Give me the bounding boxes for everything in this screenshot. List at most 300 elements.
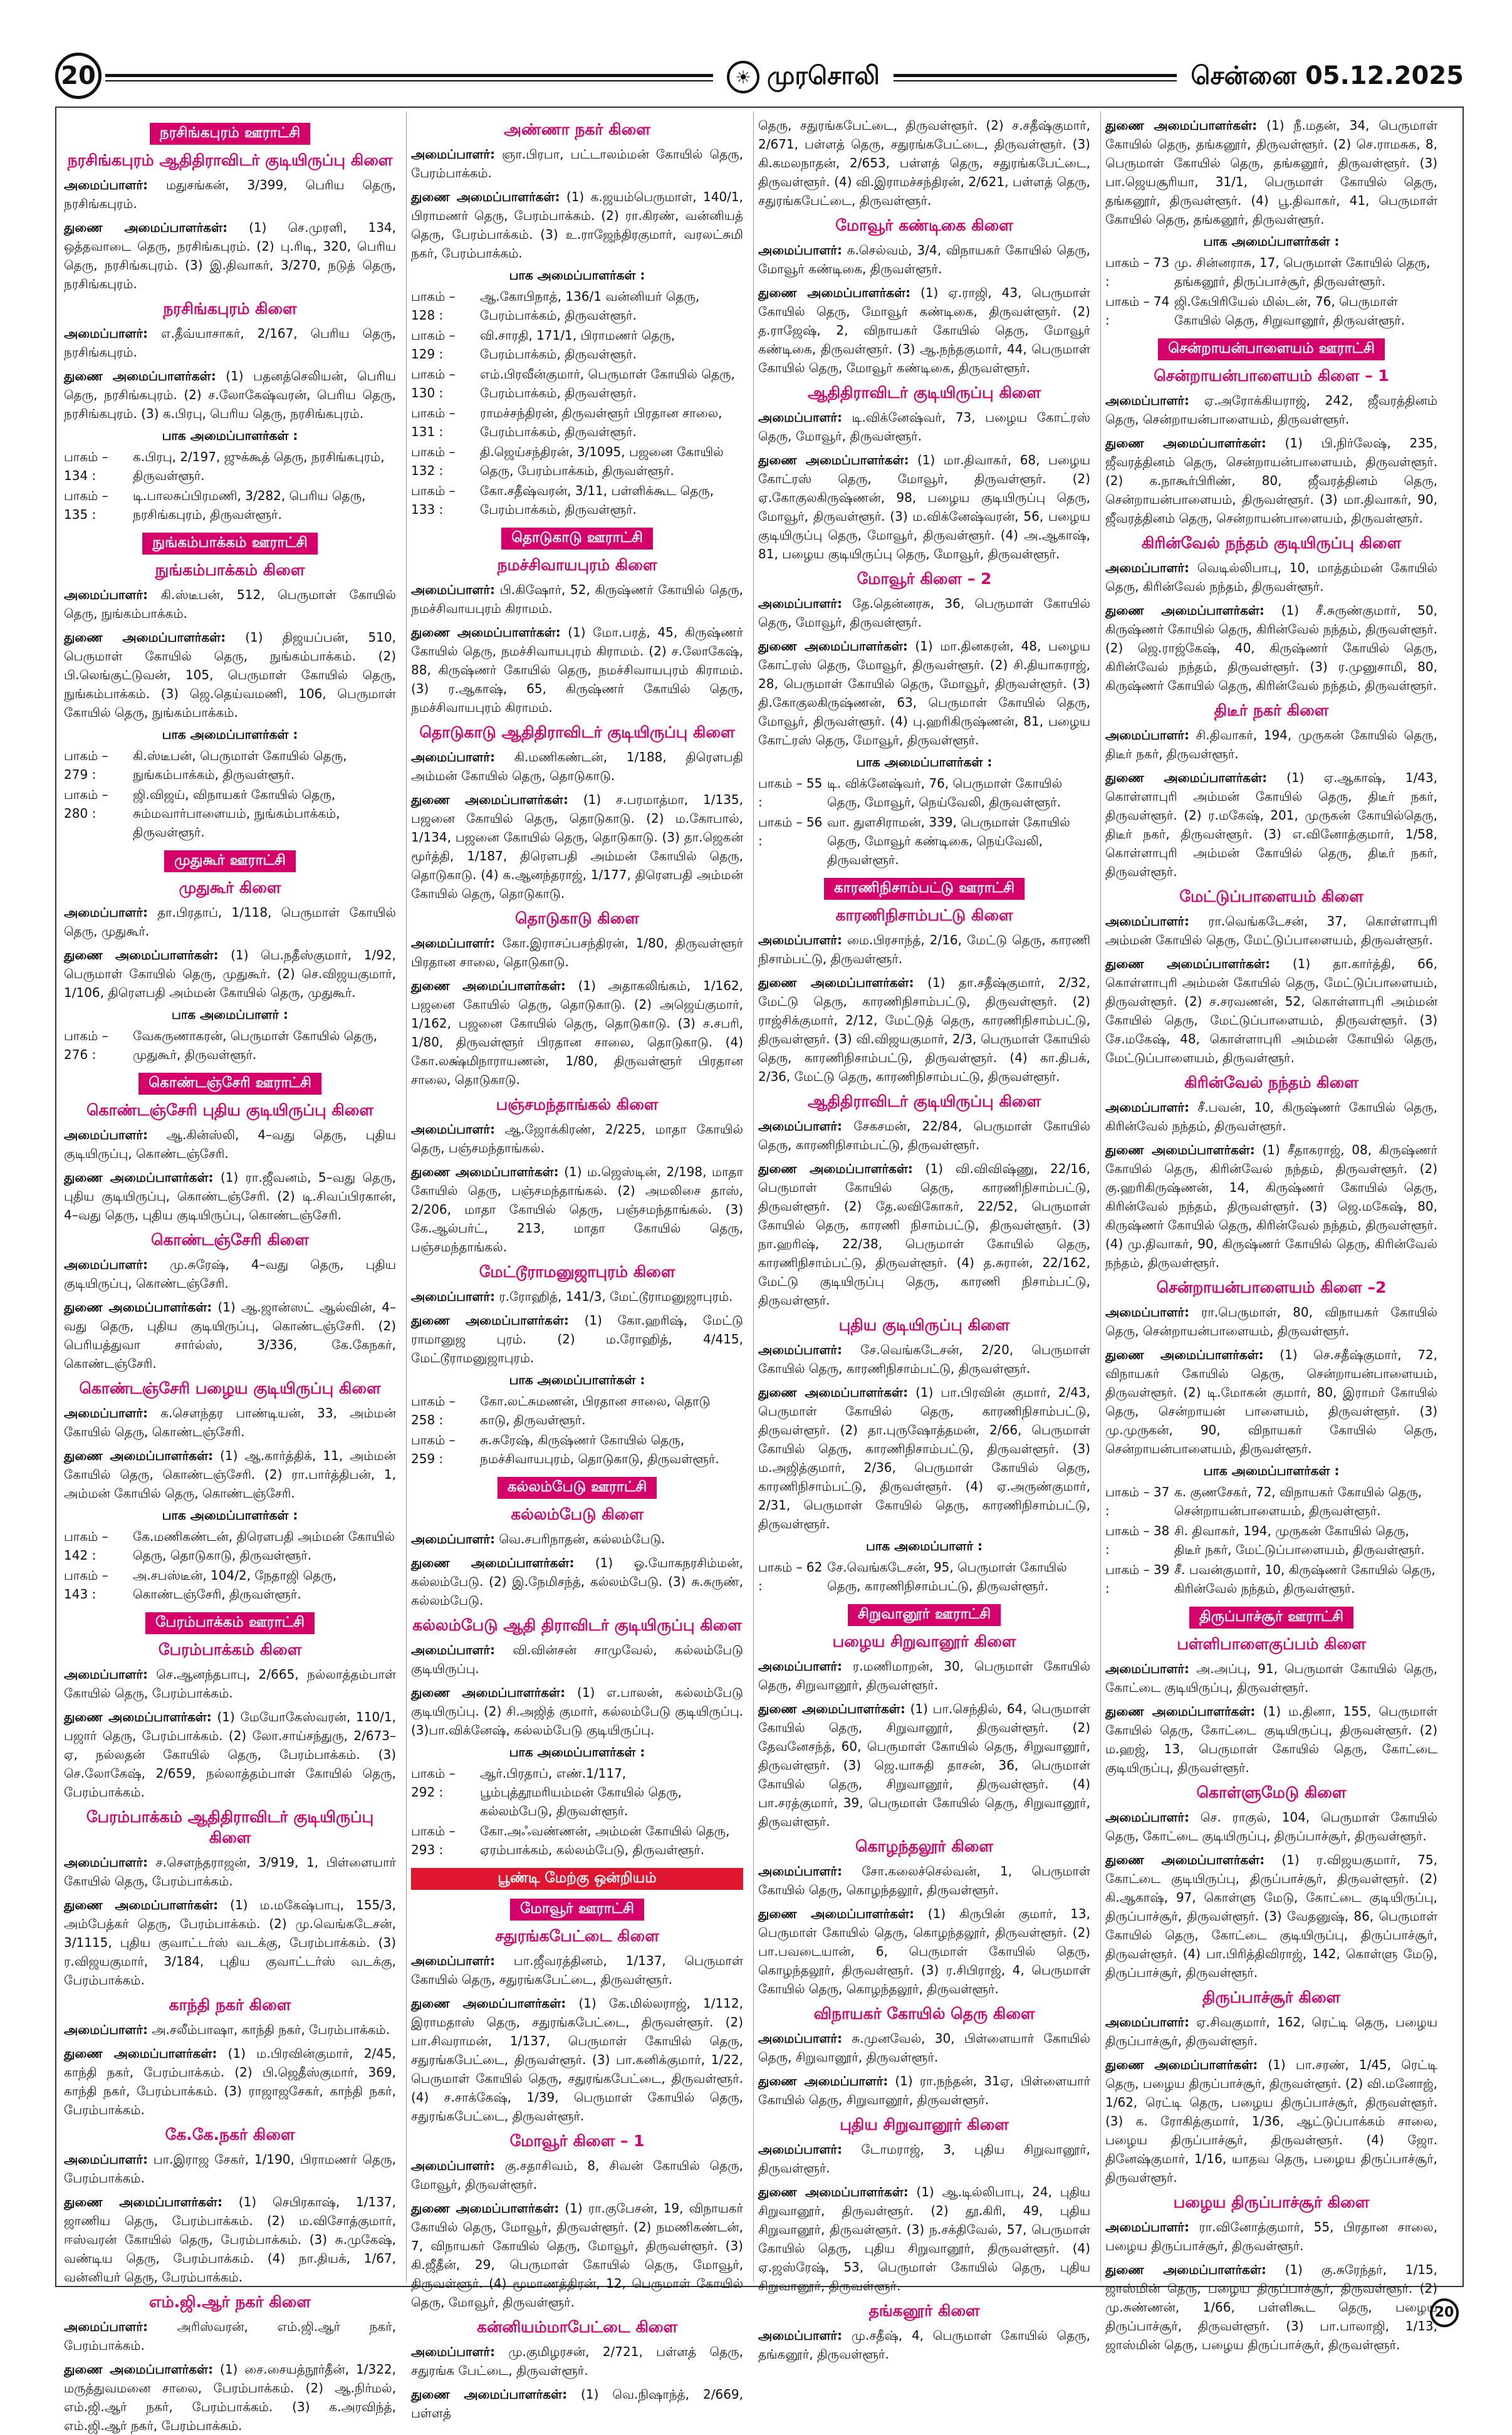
role-label: துணை அமைப்பாளர்கள்:	[411, 1164, 559, 1179]
organiser-paragraph	[411, 2199, 743, 2312]
role-label: துணை அமைப்பாளர்கள்:	[1105, 1347, 1264, 1362]
organiser-text: (1) பெ.நதீஸ்குமார், 1/92, பெருமாள் கோயில் தெரு, முதுகூர். (2) செ.விஜயகுமார், 1/106, திரௌபதி அம்மன் கோயில் தெரு, முதுகூர்.	[64, 947, 396, 1000]
organiser-paragraph	[411, 2385, 743, 2422]
organiser-paragraph	[64, 1853, 396, 1890]
role-label: துணை அமைப்பாளர்கள்:	[411, 1996, 566, 2011]
branch-heading: விநாயகர் கோயில் தெரு கிளை	[813, 2005, 1035, 2023]
organiser-text: (1) வி.விவிஷ்ணு, 22/16, பெருமாள் கோயில் தெரு, காரணிநிசாம்பட்டு, திருவள்ளூர். (2) தே.லவிகோகர், 22/52, பெருமாள் கோயில் தெரு, காரணி நிசாம்பட்டு, திருவள்ளூர். (3) நா.ஹரிஷ், 22/38, பெருமாள் கோயில் தெரு, காரணிநிசாம்பட்டு, திருவள்ளூர். (4) த.சுரான், 22/162, மேட்டு குடியிருப்பு தெரு, காரணி நிசாம்பட்டு, திருவள்ளூர்.	[758, 1161, 1090, 1308]
role-label: துணை அமைப்பாளர்கள்:	[1105, 435, 1266, 451]
organiser-text: (1) ம.தினா, 155, பெருமாள் கோயில் தெரு, கோட்டை குடியிருப்பு, திருவள்ளூர். (2) ம.ஹஜ், 13, பெருமாள் கோயில் தெரு, கோட்டை குடியிருப்பு, திருவள்ளூர்.	[1105, 1704, 1437, 1775]
booth-organiser-text: ராமச்சந்திரன், திருவள்ளூர் பிரதான சாலை, பேரம்பாக்கம், திருவள்ளூர்.	[480, 405, 722, 439]
branch-heading: திடீர் நகர் கிளை	[1214, 701, 1329, 719]
organiser-paragraph	[758, 1159, 1090, 1310]
role-label: துணை அமைப்பாளர்கள்:	[758, 2184, 909, 2199]
role-label: துணை அமைப்பாளர்கள்:	[758, 285, 911, 300]
organiser-text: (1) ம.பிரவின்குமார், 2/45, காந்தி நகர், பேரம்பாக்கம். (2) பி.ஜெதீஸ்குமார், 369, காந்தி நகர், பேரம்பாக்கம். (3) ராஜாஜசேகர், காந்தி நகர், பேரம்பாக்கம்.	[64, 2046, 396, 2117]
role-label: அமைப்பாளர்:	[1105, 560, 1189, 575]
booth-number: பாகம் – 38 :	[1105, 1523, 1170, 1557]
booth-number: பாகம் – 133 :	[411, 483, 456, 517]
organiser-text: ஏ.சிவகுமார், 162, ரெட்டி தெரு, பழைய திருப்பாச்சூர், திருவள்ளூர்.	[1105, 2015, 1437, 2048]
role-label: அமைப்பாளர்:	[64, 1855, 148, 1870]
role-label: அமைப்பாளர்:	[1105, 1100, 1189, 1115]
organiser-paragraph	[758, 2182, 1090, 2295]
booth-number: பாகம் – 129 :	[411, 328, 456, 362]
organiser-text: பா.ஜீவரத்தினம், 1/137, பெருமாள் கோயில் தெரு, சதுரங்கபேட்டை, திருவள்ளூர்.	[411, 1953, 743, 1987]
organiser-text: (1) சீதாகராஜ், 08, கிருஷ்ணர் கோயில் தெரு, கிரின்வேல் நந்தம், திருவள்ளூர். (2) கு.ஹரிகிருஷ்ணன், 14, கிருஷ்ணர் கோயில் தெரு, கிரின்வேல் நந்தம், திருவள்ளூர். (3) ஜெ.மகேஷ், 80, கிருஷ்ணர் கோயில் தெரு, கிரின்வேல் நந்தம், திருவள்ளூர். (4) மு.திவாகர், 90, கிருஷ்ணர் கோயில் தெரு, கிரின்வேல் நந்தம், திருவள்ளூர்.	[1105, 1142, 1437, 1270]
booth-organisers-heading: பாக அமைப்பாளர் :	[171, 1007, 288, 1022]
booth-number: பாகம் – 280 :	[64, 787, 108, 821]
organiser-text: (1) திஜயப்பன், 510, பெருமாள் கோயில் தெரு, நுங்கம்பாக்கம். (2) பி.லெங்குட்டுவன், 105, பெருமாள் கோயில் தெரு, நுங்கம்பாக்கம். (3) ஜெ.தெய்வமணி, 106, பெருமாள் கோயில் தெரு, நுங்கம்பாக்கம்.	[64, 630, 396, 720]
organiser-text: மு.சுரேஷ், 4–வது தெரு, புதிய குடியிருப்பு, கொண்டஞ்சேரி.	[64, 1257, 396, 1291]
booth-organisers-heading: பாக அமைப்பாளர்கள் :	[509, 268, 645, 283]
panchayat-banner: பேரம்பாக்கம் ஊராட்சி	[145, 1612, 315, 1634]
booth-organiser-entry	[411, 481, 743, 519]
booth-organiser-text: ஆ.கோபிநாத், 136/1 வன்னியர் தெரு, பேரம்பாக்கம், திருவள்ளூர்.	[480, 289, 700, 323]
role-label: துணை அமைப்பாளர்கள்:	[411, 978, 566, 993]
booth-organiser-text: ஜி.கேபிரியேல் மில்டன், 76, பெருமாள் கோயில் தெரு, சிறுவானூர், திருவள்ளூர்.	[1174, 294, 1405, 328]
booth-organiser-text: வேகருணாகரன், பெருமாள் கோயில் தெரு, முதுகூர், திருவள்ளூர்.	[133, 1028, 378, 1062]
role-label: துணை அமைப்பாளர்கள்:	[64, 1897, 219, 1912]
organiser-text: (1) ம.ஜெஸ்டின், 2/198, மாதா கோயில் தெரு, பஞ்சமந்தாங்கல். (2) அமலிசை தாஸ், 2/206, மாதா கோயில் தெரு, பஞ்சமந்தாங்கல். (3) கே.ஆல்பர்ட், 213, மாதா கோயில் தெரு, பஞ்சமந்தாங்கல்.	[411, 1164, 743, 1254]
role-label: அமைப்பாளர்:	[1105, 727, 1189, 743]
role-label: துணை அமைப்பாளர்கள்:	[758, 1906, 914, 1921]
role-label: துணை அமைப்பாளர்கள்:	[1105, 2057, 1258, 2072]
role-label: துணை அமைப்பாளர்:	[758, 2073, 889, 2088]
booth-organiser-entry	[64, 447, 396, 485]
organiser-paragraph	[411, 187, 743, 263]
organiser-text: கு.சதாசிவம், 8, சிவன் கோயில் தெரு, மோவூர், திருவள்ளூர்.	[411, 2158, 743, 2192]
booth-organiser-entry	[411, 287, 743, 325]
organiser-text: (1) ஆ.கார்த்திக், 11, அம்மன் கோயில் தெரு, கொண்டஞ்சேரி. (2) ரா.பார்த்திபன், 1, அம்மன் கோயில் தெரு, கொண்டஞ்சேரி.	[64, 1448, 396, 1501]
booth-number: பாகம் – 135 :	[64, 488, 108, 522]
organiser-paragraph	[1105, 1702, 1437, 1777]
branch-heading: புதிய குடியிருப்பு கிளை	[838, 1316, 1010, 1334]
organiser-paragraph	[411, 1683, 743, 1739]
footer-page-number: 20	[1430, 2298, 1459, 2327]
booth-organisers-heading: பாக அமைப்பாளர்கள் :	[162, 1508, 298, 1523]
branch-heading: முதுகூர் கிளை	[179, 879, 281, 897]
organiser-paragraph	[411, 1553, 743, 1610]
booth-organiser-entry	[64, 785, 396, 842]
booth-number: பாகம் – 134 :	[64, 449, 108, 483]
organiser-text: மதுசங்கன், 3/399, பெரிய தெரு, நரசிங்கபுரம்.	[64, 177, 396, 211]
organiser-text: (1) பா.சரண், 1/45, ரெட்டி தெரு, பழைய திருப்பாச்சூர், திருவள்ளூர். (2) வி.மனோஜ், 1/62, ரெட்டி தெரு, பழைய திருப்பாச்சூர், திருவள்ளூர். (3) க. ரோகித்குமார், 1/36, ஆட்டுப்பாக்கம் சாலை, பழைய திருப்பாச்சூர், திருவள்ளூர். (4) ஜோ. தினேஷ்குமார், 1/16, யாதவ தெரு, பழைய திருப்பாச்சூர், திருவள்ளூர்.	[1105, 2057, 1437, 2185]
organiser-text: ஏ.அரோக்கியராஜ், 242, ஜீவரத்தினம் தெரு, சென்றாயன்பாளையம், திருவள்ளூர்.	[1105, 393, 1437, 427]
organiser-paragraph	[411, 1287, 743, 1306]
organiser-paragraph	[64, 1298, 396, 1373]
organiser-text: மு.குமிழரசன், 2/721, பள்ளத் தெரு, சதுரங்க பேட்டை, திருவள்ளூர்.	[411, 2344, 743, 2378]
role-label: அமைப்பாளர்:	[758, 1659, 842, 1674]
role-label: அமைப்பாளர்:	[758, 1864, 842, 1879]
organiser-paragraph	[411, 934, 743, 971]
organiser-paragraph	[758, 116, 1090, 210]
organiser-paragraph	[1105, 2260, 1437, 2354]
organiser-paragraph	[411, 1640, 743, 1678]
organiser-text: ஆ.கின்ஸ்லி, 4–வது தெரு, புதிய குடியிருப்பு, கொண்டஞ்சேரி.	[64, 1127, 396, 1161]
booth-organiser-entry	[64, 486, 396, 524]
role-label: அமைப்பாளர்:	[1105, 393, 1189, 408]
panchayat-banner: நுங்கம்பாக்கம் ஊராட்சி	[142, 533, 318, 555]
organiser-text: ர.ரோஹித், 141/3, மேட்டூராமனுஜாபுரம்.	[494, 1289, 733, 1304]
branch-heading: தங்கனூர் கிளை	[868, 2302, 980, 2320]
role-label: அமைப்பாளர்:	[64, 2319, 148, 2334]
booth-organiser-entry	[411, 404, 743, 441]
booth-organisers-heading: பாக அமைப்பாளர்கள் :	[162, 727, 298, 742]
column-divider	[753, 112, 754, 2282]
booth-organiser-entry	[411, 365, 743, 402]
organiser-paragraph	[411, 976, 743, 1089]
column-divider	[406, 112, 407, 2282]
role-label: துணை அமைப்பாளர்கள்:	[758, 639, 908, 654]
booth-organiser-entry	[1105, 253, 1437, 291]
role-label: துணை அமைப்பாளர்கள்:	[1105, 1142, 1255, 1157]
organiser-paragraph	[64, 2150, 396, 2187]
branch-heading: அண்ணா நகர் கிளை	[504, 120, 650, 138]
organiser-text: அ.சலீம்பாஷா, காந்தி நகர், பேரம்பாக்கம்.	[147, 2022, 390, 2037]
organiser-paragraph	[64, 2044, 396, 2119]
role-label: அமைப்பாளர்:	[411, 1642, 495, 1657]
organiser-text: ஞா.பிரபா, பட்டாலம்மன் கோயில் தெரு, பேரம்பாக்கம்.	[411, 147, 743, 180]
booth-number: பாகம் – 143 :	[64, 1568, 108, 1602]
organiser-text: க.செல்வம், 3/4, விநாயகர் கோயில் தெரு, மோவூர் கண்டிகை, திருவள்ளூர்.	[758, 242, 1090, 276]
organiser-text: (1) கிருபின் குமார், 13, பெருமாள் கோயில் தெரு, கொழந்தலூர், திருவள்ளூர். (2) பா.பவடையான், 6, பெருமாள் கோயில் தெரு, கொழந்தலூர், திருவள்ளூர். (3) ர.சிபிராஜ், 4, பெருமாள் கோயில் தெரு, கொழந்தலூர், திருவள்ளூர்.	[758, 1906, 1090, 1996]
organiser-text: ஆ.ஜோக்கிரண், 2/225, மாதா கோயில் தெரு, பஞ்சமந்தாங்கல்.	[411, 1122, 743, 1155]
branch-heading: நமச்சிவாயபுரம் கிளை	[497, 556, 657, 574]
organiser-paragraph	[411, 580, 743, 618]
booth-number: பாகம் – 73 :	[1105, 255, 1170, 289]
organiser-paragraph	[64, 1255, 396, 1293]
organiser-paragraph	[1105, 954, 1437, 1067]
organiser-paragraph	[64, 1665, 396, 1702]
role-label: அமைப்பாளர்:	[758, 932, 842, 947]
organiser-paragraph	[64, 585, 396, 623]
organiser-text: ரா.வினோத்குமார், 55, பிரதான சாலை, பழைய திருப்பாச்சூர், திருவள்ளூர்.	[1105, 2219, 1437, 2253]
booth-organiser-entry	[411, 1822, 743, 1859]
branch-heading: சென்றாயன்பாளையம் கிளை –2	[1156, 1278, 1387, 1296]
branch-heading: நுங்கம்பாக்கம் கிளை	[155, 561, 305, 579]
role-label: அமைப்பாளர்:	[411, 2158, 495, 2173]
organiser-text: வெடில்லிபாபு, 10, மாத்தம்மன் கோயில் தெரு, கிரின்வேல் நந்தம், திருவள்ளூர்.	[1105, 560, 1437, 594]
organiser-paragraph	[64, 324, 396, 362]
organiser-text: (1) கு.சுரேந்தர், 1/15, ஜாஸ்மின் தெரு, பழைய திருப்பாச்சூர், திருவள்ளூர். (2) மு.சுண்ணன், 1/66, பள்ளிகூட தெரு, பழைய திருப்பாச்சூர், திருவள்ளூர். (3) பா.பாலாஜி, 1/13, ஜாஸ்மின் தெரு, பழைய திருப்பாச்சூர், திருவள்ளூர்.	[1105, 2262, 1437, 2352]
booth-organisers-heading: பாக அமைப்பாளர்கள் :	[162, 428, 298, 443]
booth-organiser-entry	[64, 746, 396, 784]
organiser-paragraph	[1105, 726, 1437, 763]
organiser-text: கி.மணிகண்டன், 1/188, திரௌபதி அம்மன் கோயில் தெரு, தொடுகாடு.	[411, 749, 743, 783]
booth-number: பாகம் – 37 :	[1105, 1484, 1170, 1518]
organiser-paragraph	[1105, 391, 1437, 429]
booth-number: பாகம் – 259 :	[411, 1432, 456, 1466]
organiser-text: (1) ஆ.ஜான்ஸட் ஆல்வின், 4–வது தெரு, புதிய குடியிருப்பு, கொண்டஞ்சேரி. (2) பெரியத்துவா சார்ல்ஸ், 3/336, கே.கேநகர், கொண்டஞ்சேரி.	[64, 1300, 396, 1371]
organiser-text: சு.முனவேல், 30, பிள்ளையார் கோயில் தெரு, சிறுவானூர், திருவள்ளூர்.	[758, 2031, 1090, 2065]
role-label: அமைப்பாளர்:	[64, 905, 148, 920]
organiser-paragraph	[64, 946, 396, 1002]
role-label: துணை அமைப்பாளர்கள்:	[758, 975, 914, 990]
organiser-paragraph	[1105, 434, 1437, 528]
role-label: அமைப்பாளர்:	[758, 242, 842, 258]
organiser-paragraph	[411, 2156, 743, 2194]
branch-heading: நரசிங்கபுரம் ஆதிதிராவிடர் குடியிருப்பு கிளை	[67, 151, 393, 169]
branch-heading: கொள்ளுமேடு கிளை	[1196, 1783, 1347, 1801]
booth-organiser-entry	[758, 774, 1090, 811]
branch-heading: கல்லம்பேடு கிளை	[511, 1505, 644, 1523]
organiser-text: அரிஸ்வரன், எம்.ஜி.ஆர் நகர், பேரம்பாக்கம்.	[64, 2319, 396, 2353]
branch-heading: கிரின்வேல் நந்தம் கிளை	[1184, 1073, 1358, 1092]
booth-organiser-text: அ.சபஸ்டீன், 104/2, நேதாஜி தெரு, கொண்டஞ்சேரி, திருவள்ளூர்.	[133, 1568, 337, 1602]
booth-organiser-text: கோ.அஃவண்ணன், அம்மன் கோயில் தெரு, ஏரம்பாக்கம், கல்லம்பேடு, திருவள்ளூர்.	[480, 1823, 730, 1857]
organiser-paragraph	[411, 1994, 743, 2125]
branch-heading: புதிய சிறுவானூர் கிளை	[840, 2115, 1009, 2134]
role-label: துணை அமைப்பாளர்கள்:	[64, 947, 219, 962]
role-label: துணை அமைப்பாளர்கள்:	[64, 1448, 214, 1463]
booth-organiser-text: கோ.லட்சுமணன், பிரதான சாலை, தொடு காடு, திருவள்ளூர்.	[480, 1394, 711, 1427]
organiser-text: வெ.சபரிநாதன், கல்லம்பேடு.	[494, 1531, 665, 1546]
organiser-paragraph	[758, 451, 1090, 563]
organiser-paragraph	[758, 408, 1090, 446]
organiser-paragraph	[758, 637, 1090, 749]
organiser-paragraph	[411, 623, 743, 717]
role-label: துணை அமைப்பாளர்கள்:	[1105, 956, 1270, 971]
booth-organiser-text: மு. சின்னராசு, 17, பெருமாள் கோயில் தெரு, தங்கனூர், திருப்பாச்சூர், திருவள்ளூர்.	[1174, 255, 1431, 289]
union-heading-banner: பூண்டி மேற்கு ஒன்றியம்	[411, 1868, 743, 1890]
masthead	[55, 53, 1464, 102]
organiser-text: சி.திவாகர், 194, முருகன் கோயில் தெரு, திடீர் நகர், திருவள்ளூர்.	[1105, 727, 1437, 761]
booth-organiser-text: கோ.சதீஷ்வரன், 3/11, பள்ளிக்கூட தெரு, பேரம்பாக்கம், திருவள்ளூர்.	[480, 483, 714, 517]
booth-number: பாகம் – 292 :	[411, 1766, 456, 1800]
organiser-text: (1) மா.தினகரன், 48, பழைய கோட்ரஸ் தெரு, மோவூர், திருவள்ளூர். (2) சி.தியாகராஜ், 28, பெருமாள் கோயில் தெரு, மோவூர், திருவள்ளூர். (3) தி.கோகுலகிருஷ்ணன், 63, பெருமாள் கோயில் தெரு, மோவூர், திருவள்ளூர். (4) பு.ஹரிகிருஷ்ணன், 81, பழைய கோட்ரஸ் தெரு, மோவூர், திருவள்ளூர்.	[758, 639, 1090, 748]
organiser-text: மை.பிரசாந்த், 2/16, மேட்டு தெரு, காரணி நிசாம்பட்டு, திருவள்ளூர்.	[758, 932, 1090, 966]
organiser-text: (1) ர.விஜயகுமார், 75, கோட்டை குடியிருப்பு, திருப்பாச்சூர், திருவள்ளூர். (2) கி.ஆகாஷ், 97, கொள்ளு மேடு, கோட்டை குடியிருப்பு, திருப்பாச்சூர், திருவள்ளூர். (3) வேதனுஷ், 86, பெருமாள் கோயில் தெரு, கோட்டை குடியிருப்பு, திருப்பாச்சூர், திருவள்ளூர். (4) பா.பிரித்திவிராஜ், 142, கொள்ளு மேடு, திருப்பாச்சூர், திருவள்ளூர்.	[1105, 1852, 1437, 1980]
booth-organiser-entry	[411, 1392, 743, 1429]
organiser-text: பா.இராஜ சேகர், 1/190, பிராமணர் தெரு, பேரம்பாக்கம்.	[64, 2152, 396, 2186]
booth-organisers-heading: பாக அமைப்பாளர் :	[865, 1538, 983, 1553]
role-label: துணை அமைப்பாளர்கள்:	[411, 2387, 568, 2402]
role-label: அமைப்பாளர்:	[1105, 2015, 1189, 2030]
column-3	[754, 114, 1094, 2362]
branch-heading: கல்லம்பேடு ஆதி திராவிடர் குடியிருப்பு கிளை	[412, 1616, 742, 1634]
organiser-text: அ.அப்பு, 91, பெருமாள் கோயில் தெரு, கோட்டை குடியிருப்பு, திருவள்ளூர்.	[1105, 1661, 1437, 1695]
branch-heading: தொடுகாடு கிளை	[515, 909, 639, 927]
branch-heading: சதுரங்கபேட்டை கிளை	[495, 1927, 659, 1945]
organiser-text: (1) சை.சையத்நூர்தீன், 1/322, மருத்துவமனை சாலை, பேரம்பாக்கம். (2) ஆ.நிர்மல், எம்.ஜி.ஆர் நகர், பேரம்பாக்கம். (3) க.அரவிந்த், எம்.ஜி.ஆர் நகர், பேரம்பாக்கம்.	[64, 2362, 397, 2433]
organiser-text: தா.பிரதாப், 1/118, பெருமாள் கோயில் தெரு, முதுகூர்.	[64, 905, 396, 939]
organiser-paragraph	[64, 175, 396, 213]
panchayat-banner: சென்றாயன்பாளையம் ஊராட்சி	[1158, 338, 1385, 360]
branch-heading: எம்.ஜி.ஆர் நகர் கிளை	[149, 2293, 311, 2311]
organiser-paragraph	[758, 1383, 1090, 1533]
organiser-paragraph	[64, 628, 396, 722]
role-label: துணை அமைப்பாளர்கள்:	[64, 630, 226, 645]
panchayat-banner: மோவூர் ஊராட்சி	[510, 1899, 644, 1921]
organiser-paragraph	[64, 2360, 396, 2435]
booth-organiser-text: டி.பாலசுப்பிரமணி, 3/282, பெரிய தெரு, நரசிங்கபுரம், திருவள்ளூர்.	[133, 488, 366, 522]
role-label: அமைப்பாளர்:	[758, 1342, 842, 1357]
role-label: துணை அமைப்பாளர்கள்:	[64, 368, 216, 383]
organiser-text: தெரு, சதுரங்கபேட்டை, திருவள்ளூர். (2) ச.சதீஷ்குமார், 2/671, பள்ளத் தெரு, சதுரங்கபேட்டை, திருவள்ளூர். (3) கி.கமலநாதன், 2/653, பள்ளத் தெரு, சதுரங்கபேட்டை, திருவள்ளூர். (4) வி.இராமச்சந்திரன், 2/621, பள்ளத் தெரு, சதுரங்கபேட்டை, திருவள்ளூர்.	[758, 118, 1090, 208]
booth-organiser-entry	[758, 1558, 1090, 1595]
organiser-text: ச.சௌந்தராஜன், 3/919, 1, பிள்ளையார் கோயில் தெரு, பேரம்பாக்கம்.	[64, 1855, 396, 1889]
booth-number: பாகம் – 56 :	[758, 815, 823, 848]
role-label: அமைப்பாளர்:	[411, 582, 495, 597]
organiser-paragraph	[64, 218, 396, 293]
organiser-text: சேகசமன், 22/84, பெருமாள் கோயில் தெரு, காரணிநிசாம்பட்டு, திருவள்ளூர்.	[758, 1118, 1090, 1152]
organiser-text: சீ.பவன், 10, கிருஷ்ணர் கோயில் தெரு, கிரின்வேல் நந்தம், திருவள்ளூர்.	[1105, 1100, 1437, 1134]
organiser-paragraph	[1105, 2055, 1437, 2187]
organiser-text: (1) பதனத்செலியன், பெரிய தெரு, நரசிங்கபுரம். (2) ச.லோகேஷ்வரன், பெரிய தெரு, நரசிங்கபுரம். (3) க.பிரபு, பெரிய தெரு, நரசிங்கபுரம்.	[64, 368, 396, 421]
column-4	[1102, 114, 1441, 2352]
role-label: துணை அமைப்பாளர்கள்:	[64, 2194, 222, 2209]
role-label: துணை அமைப்பாளர்கள்:	[1105, 1852, 1265, 1867]
organiser-paragraph	[758, 283, 1090, 377]
branch-heading: பேரம்பாக்கம் ஆதிதிராவிடர் குடியிருப்பு கிளை	[86, 1808, 374, 1847]
organiser-text: (1) க.ஜயம்பெருமாள், 140/1, பிராமணர் தெரு, பேரம்பாக்கம். (2) ரா.கிரண், வன்னியத் தெரு, பேரம்பாக்கம். (3) உ.ராஜேந்திரகுமார், வரலட்சுமி நகர், பேரம்பாக்கம்.	[411, 189, 743, 261]
panchayat-banner: கொண்டஞ்சேரி ஊராட்சி	[138, 1073, 321, 1095]
organiser-paragraph	[1105, 2013, 1437, 2050]
organiser-paragraph	[1105, 1303, 1437, 1340]
booth-number: பாகம் – 258 :	[411, 1394, 456, 1427]
organiser-paragraph	[64, 2317, 396, 2355]
organiser-paragraph	[1105, 116, 1437, 229]
organiser-paragraph	[1105, 1098, 1437, 1135]
panchayat-banner: தொடுகாடு ஊராட்சி	[501, 528, 653, 550]
branch-heading: மோவூர் கிளை – 2	[857, 570, 992, 588]
role-label: அமைப்பாளர்:	[411, 936, 495, 951]
branch-heading: ஆதிதிராவிடர் குடியிருப்பு கிளை	[807, 383, 1041, 402]
booth-organiser-text: க.பிரபு, 2/197, ஜுக்கூத் தெரு, நரசிங்கபுரம், திருவள்ளூர்.	[133, 449, 385, 483]
branch-heading: ஆதிதிராவிடர் குடியிருப்பு கிளை	[807, 1092, 1041, 1110]
branch-heading: பழைய சிறுவானூர் கிளை	[832, 1632, 1016, 1650]
organiser-paragraph	[758, 2029, 1090, 2067]
organiser-text: (1) வெ.நிஷாந்த், 2/669, பள்ளத்	[411, 2387, 743, 2421]
organiser-text: (1) அதாகலிங்கம், 1/162, பஜனை கோயில் தெரு, தொடுகாடு. (2) அஜெய்குமார், 1/162, பஜனை கோயில் தெரு, தொடுகாடு. (3) ச.சபரி, 1/80, திருவள்ளூர் பிரதான சாலை, தொடுகாடு. (4) கோ.லக்ஷ்மிநாராயணன், 1/80, திருவள்ளூர் பிரதான சாலை, தொடுகாடு.	[411, 978, 743, 1087]
booth-organiser-entry	[411, 1431, 743, 1468]
role-label: துணை அமைப்பாளர்கள்:	[64, 2046, 217, 2061]
booth-organiser-entry	[411, 1764, 743, 1820]
organiser-paragraph	[411, 1951, 743, 1989]
organiser-paragraph	[1105, 1850, 1437, 1982]
branch-heading: கொண்டஞ்சேரி கிளை	[150, 1231, 310, 1249]
role-label: அமைப்பாளர்:	[758, 2328, 842, 2343]
booth-organiser-text: ஜி.விஜய், விநாயகர் கோயில் தெரு, சும்மவார்பாளையம், நுங்கம்பாக்கம், திருவள்ளூர்.	[133, 787, 340, 840]
branch-heading: பேரம்பாக்கம் கிளை	[158, 1640, 302, 1659]
booth-number: பாகம் – 39 :	[1105, 1562, 1170, 1596]
booth-organiser-entry	[64, 1566, 396, 1603]
branch-heading: சென்றாயன்பாளையம் கிளை – 1	[1154, 367, 1389, 385]
booth-number: பாகம் – 279 :	[64, 748, 108, 782]
role-label: அமைப்பாளர்:	[758, 596, 842, 611]
organiser-text: ர.மணிமாறன், 30, பெருமாள் கோயில் தெரு, சிறுவானூர், திருவள்ளூர்.	[758, 1659, 1090, 1692]
role-label: அமைப்பாளர்:	[758, 410, 842, 425]
role-label: அமைப்பாளர்:	[758, 2142, 842, 2157]
role-label: அமைப்பாளர்:	[411, 1531, 495, 1546]
organiser-text: ரா.வெங்கடேசன், 37, கொள்ளாபுரி அம்மன் கோயில் தெரு, மேட்டுப்பாளையம், திருவள்ளூர்.	[1105, 914, 1437, 947]
organiser-text: க.சௌந்தர பாண்டியன், 33, அம்மன் கோயில் தெரு, கொண்டஞ்சேரி.	[64, 1405, 396, 1439]
organiser-text: (1) தா.சதீஷ்குமார், 2/32, மேட்டு தெரு, காரணிநிசாம்பட்டு, திருவள்ளூர். (2) ராஜ்சிக்குமார், 2/12, மேட்டுத் தெரு, காரணிநிசாம்பட்டு, திருவள்ளூர். (3) வி.விஜயகுமார், 2/3, பெருமாள் கோயில் தெரு, காரணிநிசாம்பட்டு, திருவள்ளூர். (4) கா.திபக், 2/36, மேட்டு தெரு, காரணிநிசாம்பட்டு, திருவள்ளூர்.	[758, 975, 1090, 1084]
organiser-text: (1) சீ.சுருண்குமார், 50, கிருஷ்ணர் கோயில் தெரு, கிரின்வேல் நந்தம், திருவள்ளூர். (2) ஜெ.ராஜ்கேஷ், 40, கிருஷ்ணர் கோயில் தெரு, கிரின்வேல் நந்தம், திருவள்ளூர். (3) ர.முனுசாமி, 80, கிருஷ்ணர் கோயில் தெரு, கிரின்வேல் நந்தம், திருவள்ளூர்.	[1105, 603, 1437, 693]
role-label: அமைப்பாளர்:	[64, 177, 148, 192]
branch-heading: பள்ளிபாளைகுப்பம் கிளை	[1177, 1635, 1366, 1653]
organiser-paragraph	[758, 241, 1090, 278]
organiser-text: (1) செபிரகாஷ், 1/137, ஜாணிய தெரு, பேரம்பாக்கம். (2) ம.விசோத்குமார், ஈஸ்வரன் கோயில் தெரு, பேரம்பாக்கம். (3) சு.முகேஷ், வண்டிய தெரு, பேரம்பாக்கம். (4) நா.தியக், 1/67, வன்னியர் தெரு, பேரம்பாக்கம்.	[64, 2194, 397, 2285]
organiser-paragraph	[758, 1862, 1090, 1899]
role-label: அமைப்பாளர்:	[64, 2152, 148, 2167]
organiser-text: வி.வின்சன் சாமுவேல், கல்லம்பேடு குடியிருப்பு.	[411, 1642, 743, 1676]
organiser-text: (1) செ.சதீஷ்குமார், 72, விநாயகர் கோயில் தெரு, சென்றாயன்பாளையம், திருவள்ளூர். (2) டி.மோகன் குமார், 80, இராமர் கோயில் தெரு, சென்றாயன் பாளையம், திருவள்ளூர். (3) மு.முருகன், 90, விநாயகர் கோயில் தெரு, சென்றாயன்பாளையம், திருவள்ளூர்.	[1105, 1347, 1437, 1456]
paper-name: முரசொலி	[767, 61, 880, 90]
organiser-paragraph	[758, 1340, 1090, 1378]
organiser-paragraph	[758, 594, 1090, 632]
role-label: அமைப்பாளர்:	[64, 1405, 148, 1421]
booth-number: பாகம் – 142 :	[64, 1529, 108, 1563]
booth-organiser-text: சே.வெங்கடேசன், 95, பெருமாள் கோயில் தெரு, காரணிநிசாம்பட்டு, திருவள்ளூர்.	[827, 1560, 1067, 1593]
organiser-paragraph	[758, 2140, 1090, 2177]
role-label: துணை அமைப்பாளர்கள்:	[411, 2201, 560, 2216]
role-label: அமைப்பாளர்:	[1105, 1305, 1189, 1320]
booth-number: பாகம் – 74 :	[1105, 294, 1170, 328]
organiser-paragraph	[1105, 768, 1437, 881]
booth-organiser-text: சு.சுரேஷ், கிருஷ்ணர் கோயில் தெரு, நமச்சிவாயபுரம், தொடுகாடு, திருவள்ளூர்.	[480, 1432, 719, 1466]
role-label: துணை அமைப்பாளர்கள்:	[64, 2362, 214, 2377]
booth-organiser-text: சீ. பவன்குமார், 10, கிருஷ்ணர் கோயில் தெரு, கிரின்வேல் நந்தம், திருவள்ளூர்.	[1174, 1562, 1436, 1596]
organiser-paragraph	[411, 1311, 743, 1367]
organiser-text: தே.தென்னரசு, 36, பெருமாள் கோயில் தெரு, மோவூர், திருவள்ளூர்.	[758, 596, 1090, 630]
organiser-paragraph	[64, 1895, 396, 1989]
role-label: அமைப்பாளர்:	[411, 2344, 495, 2359]
organiser-text: (1) எ.பாலன், கல்லம்பேடு குடியிருப்பு. (2) சி.அஜித் குமார், கல்லம்பேடு குடியிருப்பு. (3)பா.விக்னேஷ், கல்லம்பேடு குடியிருப்பு.	[411, 1685, 743, 1738]
booth-organiser-text: கி.ஸ்டீபன், பெருமாள் கோயில் தெரு, நுங்கம்பாக்கம், திருவள்ளூர்.	[133, 748, 347, 782]
organiser-text: (1) தா.கார்த்தி, 66, கொள்ளாபுரி அம்மன் கோயில் தெரு, மேட்டுப்பாளையம், திருவள்ளூர். (2) ச.சரவணன், 52, கொள்ளாபுரி அம்மன் கோயில் தெரு, மேட்டுப்பாளையம், திருவள்ளூர். (3) சே.மகேஷ், 48, கொள்ளாபுரி அம்மன் கோயில் தெரு, மேட்டுப்பாளையம், திருவள்ளூர்.	[1105, 956, 1437, 1065]
branch-heading: மோவூர் கண்டிகை கிளை	[835, 216, 1013, 234]
booth-number: பாகம் – 131 :	[411, 405, 456, 439]
organiser-text: (1) ரா.நந்தன், 31ஏ, பிள்ளையார் கோயில் தெரு, சிறுவானூர், திருவள்ளூர்.	[758, 2073, 1090, 2107]
role-label: அமைப்பாளர்:	[64, 1667, 148, 1682]
booth-number: பாகம் – 55 :	[758, 776, 823, 810]
role-label: துணை அமைப்பாளர்கள்:	[411, 1685, 566, 1700]
role-label: துணை அமைப்பாளர்கள்:	[411, 792, 568, 807]
role-label: துணை அமைப்பாளர்கள்:	[758, 1701, 905, 1716]
date-line: சென்னை 05.12.2025	[1177, 55, 1464, 99]
organiser-paragraph	[758, 1117, 1090, 1154]
branch-heading: மேட்டூராமனுஜாபுரம் கிளை	[479, 1263, 675, 1281]
role-label: அமைப்பாளர்:	[64, 326, 148, 341]
branch-heading: மேட்டுப்பாளையம் கிளை	[1179, 887, 1363, 905]
organiser-paragraph	[1105, 1659, 1437, 1697]
panchayat-banner: கல்லம்பேடு ஊராட்சி	[498, 1477, 657, 1499]
organiser-paragraph	[411, 2342, 743, 2380]
organiser-text: (1) பா.பிரவின் குமார், 2/43, பெருமாள் கோயில் தெரு, காரணிநிசாம்பட்டு, திருவள்ளூர். (2) தா.புருஷோத்தமன், 2/66, பெருமாள் கோயில் தெரு, காரணிநிசாம்பட்டு, திருவள்ளூர். (3) ம.அஜித்குமார், 2/36, பெருமாள் கோயில் தெரு, காரணிநிசாம்பட்டு, திருவள்ளூர். (4) ஏ.அருண்குமார், 2/31, பெருமாள் கோயில் தெரு, காரணிநிசாம்பட்டு, திருவள்ளூர்.	[758, 1385, 1090, 1531]
branch-heading: திருப்பாச்சூர் கிளை	[1202, 1988, 1341, 2006]
role-label: அமைப்பாளர்:	[64, 1257, 148, 1272]
organiser-text: எ.தீவ்யாசாகர், 2/167, பெரிய தெரு, நரசிங்கபுரம்.	[64, 326, 396, 360]
panchayat-banner: நரசிங்கபுரம் ஊராட்சி	[150, 123, 310, 145]
booth-organiser-text: க. குணசேகர், 72, விநாயகர் கோயில் தெரு, சென்றாயன்பாளையம், திருவள்ளூர்.	[1174, 1484, 1422, 1518]
organiser-text: (1) மேயோகேஸ்வரன், 110/1, பஜார் தெரு, பேரம்பாக்கம். (2) லோ.சாய்சந்துரு, 2/673–ஏ, நல்லதன் கோயில் தெரு, பேரம்பாக்கம். (3) செ.லோகேஷ், 2/659, நல்லாத்தம்பாள் கோயில் தெரு, பேரம்பாக்கம்.	[64, 1709, 396, 1800]
organiser-text: கி.ஸ்டீபன், 512, பெருமாள் கோயில் தெரு, நுங்கம்பாக்கம்.	[64, 587, 396, 621]
organiser-text: (1) ஆ.டில்லிபாபு, 24, புதிய சிறுவானூர், திருவள்ளூர். (2) தூ.கிரி, 49, புதிய சிறுவானூர், திருவள்ளூர். (3) ந.சக்திவேல், 57, பெருமாள் கோயில் தெரு, புதிய சிறுவானூர், திருவள்ளூர். (4) ஏ.ஜஸ்ரேஷ், 53, பெருமாள் கோயில் தெரு, புதிய சிறுவானூர், திருவள்ளூர்.	[758, 2184, 1090, 2293]
booth-organiser-text: வி.சாரதி, 171/1, பிராமணர் தெரு, பேரம்பாக்கம், திருவள்ளூர்.	[480, 328, 675, 362]
booth-number: பாகம் – 293 :	[411, 1823, 456, 1857]
branch-heading: கிரின்வேல் நந்தம் குடியிருப்பு கிளை	[1141, 534, 1402, 552]
booth-number: பாகம் – 128 :	[411, 289, 456, 323]
organiser-text: சே.வெங்கடேசன், 2/20, பெருமாள் கோயில் தெரு, காரணிநிசாம்பட்டு, திருவள்ளூர்.	[758, 1342, 1090, 1376]
role-label: துணை அமைப்பாளர்கள்:	[1105, 2262, 1266, 2277]
branch-heading: மோவூர் கிளை – 1	[509, 2132, 645, 2150]
branch-heading: பஞ்சமந்தாங்கல் கிளை	[496, 1095, 659, 1113]
panchayat-banner: முதுகூர் ஊராட்சி	[164, 850, 296, 872]
role-label: அமைப்பாளர்:	[411, 147, 495, 162]
organiser-text: (1) நீ.மதன், 34, பெருமாள் கோயில் தெரு, தங்கனூர், திருவள்ளூர். (2) செ.ராமசுக, 8, பெருமாள் கோயில் தெரு, தங்கனூர், திருவள்ளூர். (3) பா.ஜெயசூரியா, 31/1, பெருமாள் கோயில் தெரு, தங்கனூர், திருவள்ளூர். (4) பூ.திவாகர், 41, பெருமாள் கோயில் தெரு, தங்கனூர், திருவள்ளூர்.	[1105, 118, 1438, 227]
booth-number: பாகம் – 62 :	[758, 1560, 823, 1593]
